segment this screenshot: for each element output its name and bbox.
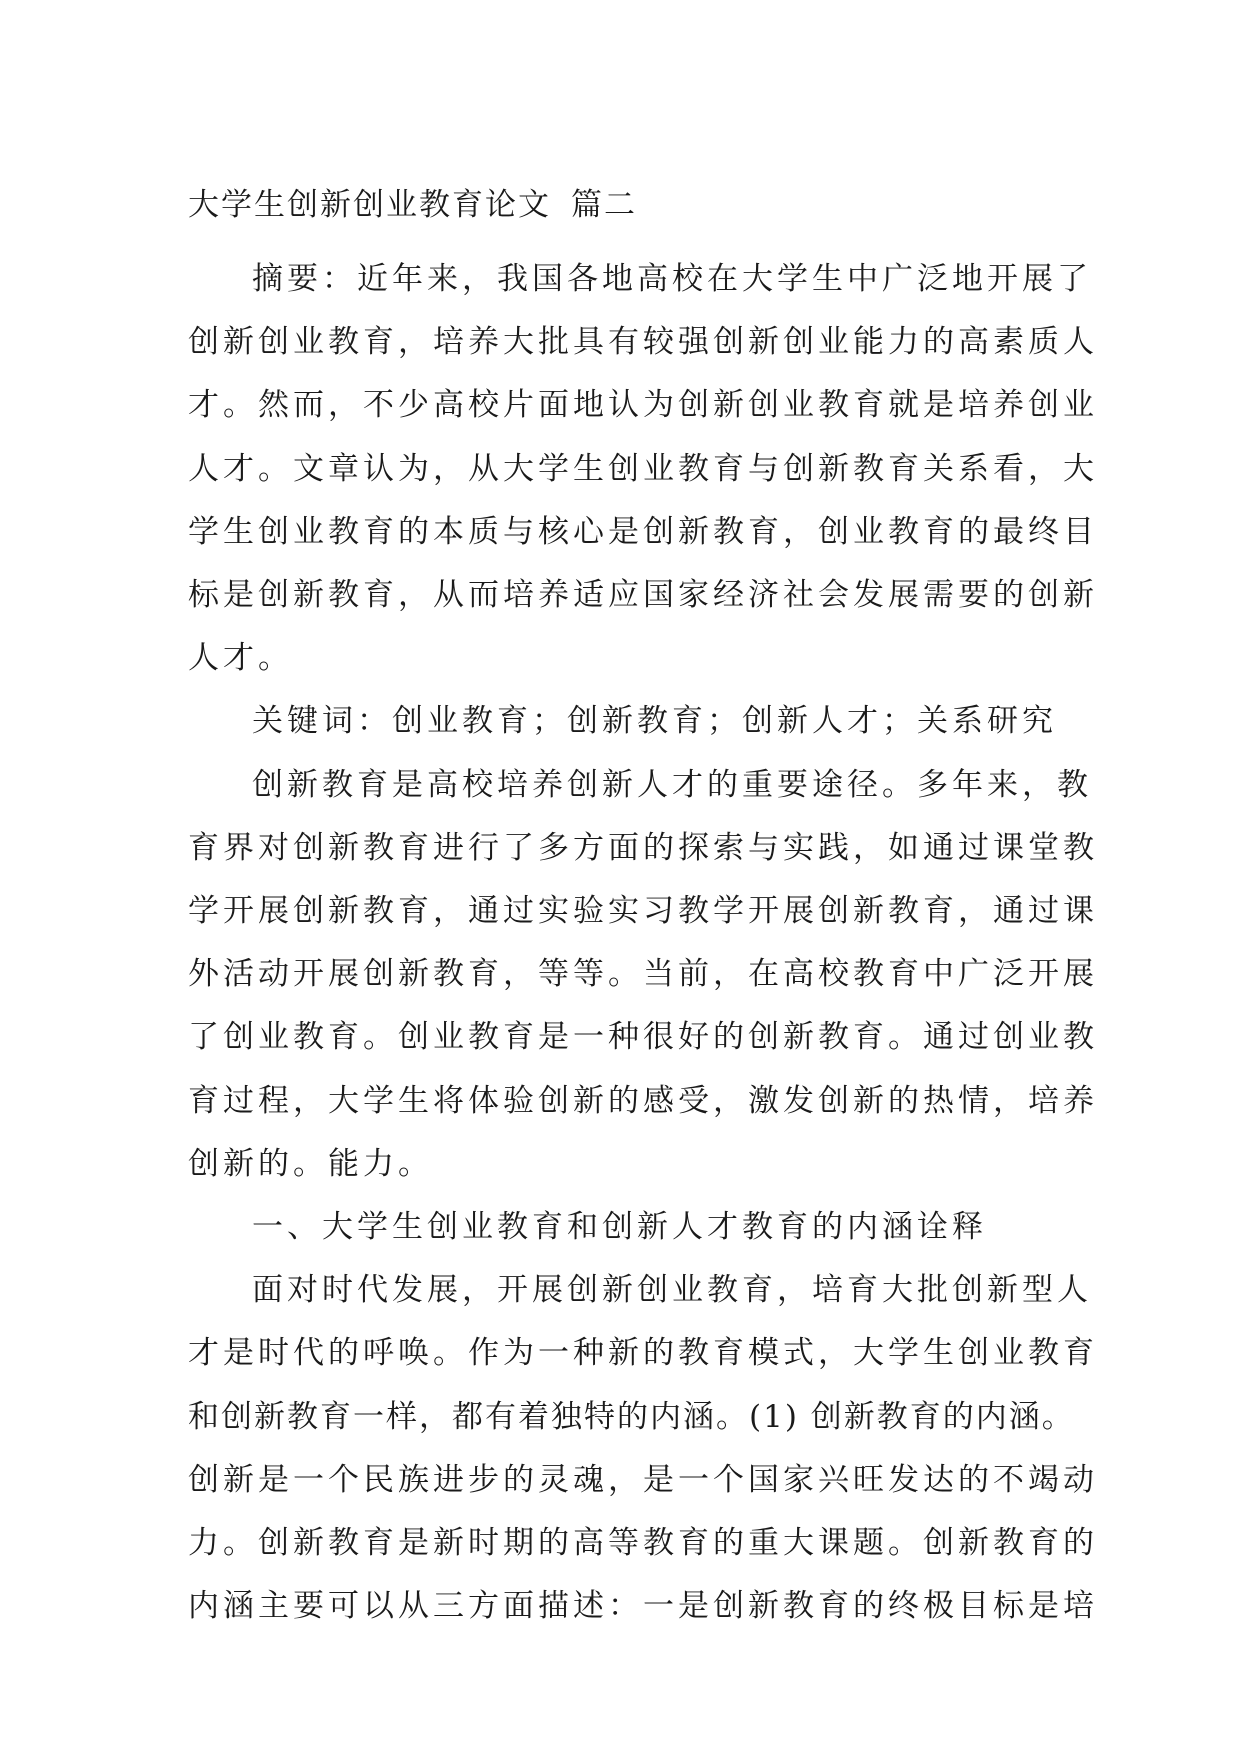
paragraph-line: 创新的。能力。 xyxy=(188,1145,433,1182)
paragraph-line: 了创业教育。创业教育是一种很好的创新教育。通过创业教 xyxy=(188,1019,1098,1056)
paragraph-line: 外活动开展创新教育，等等。当前，在高校教育中广泛开展 xyxy=(188,956,1098,993)
paragraph-line: 才是时代的呼唤。作为一种新的教育模式，大学生创业教育 xyxy=(188,1335,1098,1372)
paragraph-line: 人才。 xyxy=(188,640,293,677)
title-suffix: 篇二 xyxy=(571,187,637,223)
abstract-paragraph xyxy=(188,248,1098,690)
paragraph-line: 创新创业教育，培养大批具有较强创新创业能力的高素质人 xyxy=(188,324,1098,361)
section-heading xyxy=(188,1196,1054,1259)
body-paragraph xyxy=(188,754,1098,1196)
paragraph-line: 创新是一个民族进步的灵魂，是一个国家兴旺发达的不竭动 xyxy=(188,1461,1098,1498)
paragraph-line: 才。然而，不少高校片面地认为创新创业教育就是培养创业 xyxy=(188,387,1098,424)
keywords-paragraph xyxy=(188,690,1057,753)
document-title xyxy=(188,186,1054,225)
paragraph-line: 力。创新教育是新时期的高等教育的重大课题。创新教育的 xyxy=(188,1525,1098,1562)
body-paragraph xyxy=(188,1259,1098,1638)
paragraph-line: 标是创新教育，从而培养适应国家经济社会发展需要的创新 xyxy=(188,577,1098,614)
paragraph-line: 面对时代发展，开展创新创业教育，培育大批创新型人 xyxy=(252,1272,1092,1309)
title-text: 大学生创新创业教育论文 xyxy=(188,187,551,223)
paragraph-line: 人才。文章认为，从大学生创业教育与创新教育关系看，大 xyxy=(188,450,1098,487)
paragraph-line: 学生创业教育的本质与核心是创新教育，创业教育的最终目 xyxy=(188,513,1098,550)
document-body xyxy=(188,186,1098,1638)
paragraph-line: 育过程，大学生将体验创新的感受，激发创新的热情，培养 xyxy=(188,1082,1098,1119)
paragraph-line: 学开展创新教育，通过实验实习教学开展创新教育，通过课 xyxy=(188,893,1098,930)
paragraph-line: 和创新教育一样，都有着独特的内涵。(1) 创新教育的内涵。 xyxy=(188,1398,1075,1435)
paragraph-line: 创新教育是高校培养创新人才的重要途径。多年来，教 xyxy=(252,766,1092,803)
paragraph-line: 内涵主要可以从三方面描述：一是创新教育的终极目标是培 xyxy=(188,1588,1098,1625)
section-heading-text: 一、大学生创业教育和创新人才教育的内涵诠释 xyxy=(252,1209,987,1246)
paragraph-line: 关键词：创业教育；创新教育；创新人才；关系研究 xyxy=(252,703,1057,740)
paragraph-line: 育界对创新教育进行了多方面的探索与实践，如通过课堂教 xyxy=(188,829,1098,866)
paragraph-line: 摘要：近年来，我国各地高校在大学生中广泛地开展了 xyxy=(252,261,1092,297)
